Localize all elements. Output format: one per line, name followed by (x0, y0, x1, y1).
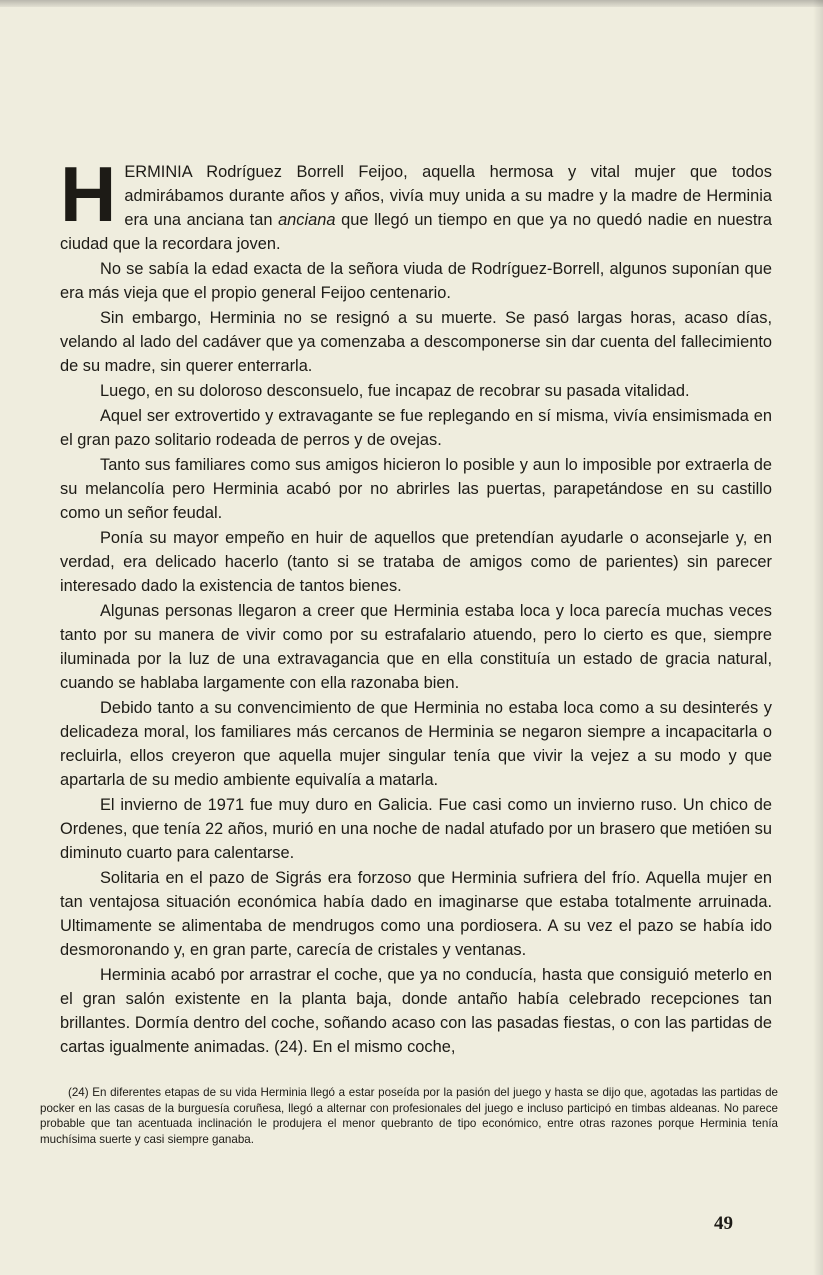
paragraph-5: Aquel ser extrovertido y extravagante se fue replegando en sí misma, vivía ensimismada en el gran pazo solitario rodeada de perros y de ovejas. (60, 407, 772, 449)
drop-cap: H (60, 150, 117, 238)
paragraph-4: Luego, en su doloroso desconsuelo, fue incapaz de recobrar su pasada vitalidad. (100, 382, 690, 400)
page-number: 49 (714, 1213, 733, 1234)
paragraph-1-end: que llegó un tiempo en que ya no quedó nadie en nuestra ciudad que la recordara joven. (60, 211, 773, 253)
paragraph-12: Herminia acabó por arrastrar el coche, que ya no conducía, hasta que consiguió meterlo en el gran salón existente en la planta baja, donde antaño había celebrado recepciones tan brillantes. Dormía dentro del coche, soñando acaso con las pasadas fiestas, o con las partidas de cartas igualmente animadas. (24). En el mismo coche, (60, 966, 772, 1056)
paragraph-6: Tanto sus familiares como sus amigos hicieron lo posible y aun lo imposible por extraerla de su melancolía pero Herminia acabó por no abrirles las puertas, parapetándose en su castillo como un señor feudal. (60, 456, 772, 522)
footnotes (40, 1085, 778, 1147)
page-shadow (813, 0, 823, 1275)
paragraph-3: Sin embargo, Herminia no se resignó a su muerte. Se pasó largas horas, acaso días, velando al lado del cadáver que ya comenzaba a descomponerse sin dar cuenta del fallecimiento de su madre, sin querer enterrarla. (60, 309, 772, 375)
paragraph-7: Ponía su mayor empeño en huir de aquellos que pretendían ayudarle o aconsejarle y, en verdad, era delicado hacerlo (tanto si se trataba de amigos como de parientes) sin parecer interesado dado la existencia de tantos bienes. (60, 529, 772, 595)
paragraph-9: Debido tanto a su convencimiento de que Herminia no estaba loca como a su desinterés y delicadeza moral, los familiares más cercanos de Herminia se negaron siempre a incapacitarla o recluirla, ellos creyeron que aquella mujer singular tenía que vivir la vejez a su modo y que apartarla de su medio ambiente equivalía a matarla. (60, 699, 772, 789)
paragraph-2: No se sabía la edad exacta de la señora viuda de Rodríguez-Borrell, algunos suponían que era más vieja que el propio general Feijoo centenario. (60, 260, 772, 302)
paragraph-1 (60, 150, 773, 256)
page-top-edge (0, 0, 823, 7)
paragraph-1-start: ERMINIA Rodríguez Borrell Feijoo, aquella hermosa y vital mujer que todos admirábamos durante años y años, vivía muy unida a su madre y la madre de Herminia era una anciana tan (124, 163, 772, 229)
paragraph-8: Algunas personas llegaron a creer que Herminia estaba loca y loca parecía muchas veces tanto por su manera de vivir como por su estrafalario atuendo, pero lo cierto es que, siempre iluminada por la luz de una extravagancia que en ella constituía un estado de gracia natural, cuando se hablaba largamente con ella razonaba bien. (60, 602, 772, 692)
paragraph-11: Solitaria en el pazo de Sigrás era forzoso que Herminia sufriera del frío. Aquella mujer en tan ventajosa situación económica había dado en imaginarse que estaba totalmente arruinada. Ultimamente se alimentaba de mendrugos como una pordiosera. A su vez el pazo se había ido desmoronando y, en gran parte, carecía de cristales y ventanas. (60, 869, 772, 959)
body-text (60, 150, 773, 1060)
paragraph-10: El invierno de 1971 fue muy duro en Galicia. Fue casi como un invierno ruso. Un chico de Ordenes, que tenía 22 años, murió en una noche de nadal atufado por un brasero que metióen su diminuto cuarto para calentarse. (60, 796, 772, 862)
italic-word: anciana (278, 211, 336, 229)
footnote-24: (24) En diferentes etapas de su vida Herminia llegó a estar poseída por la pasión del juego y hasta se dijo que, agotadas las partidas de pocker en las casas de la burguesía coruñesa, llegó a alternar con profesionales del juego e incluso participó en timbas aldeanas. No parece probable que tan acentuada inclinación le produjera el menor quebranto de tipo económico, entre otras razones porque Herminia tenía muchísima suerte y casi siempre ganaba. (40, 1086, 778, 1146)
